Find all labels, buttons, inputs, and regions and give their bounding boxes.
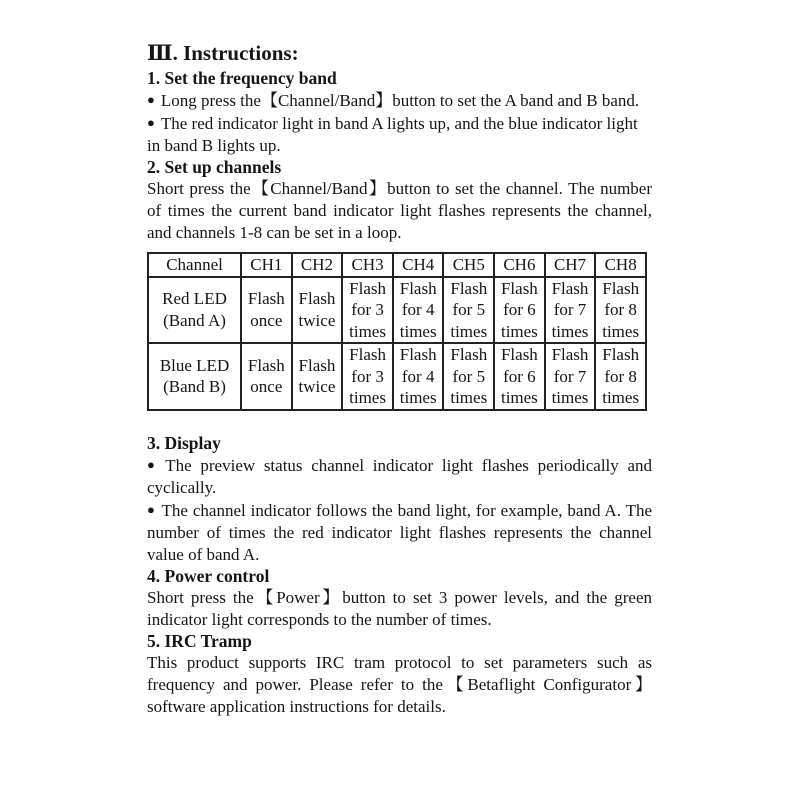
section-1-bullet-1 <box>147 89 652 112</box>
header-cell-ch1: CH1 <box>241 253 292 277</box>
row-label-line: Red LED <box>162 289 227 309</box>
header-cell-ch6: CH6 <box>494 253 545 277</box>
table-cell-blue-ch5 <box>443 343 494 410</box>
table-cell-blue-ch3 <box>342 343 393 410</box>
cell-line: Flash <box>349 278 386 298</box>
cell-line: times <box>450 388 488 407</box>
header-cell-ch2: CH2 <box>292 253 343 277</box>
bullet-icon: ● <box>147 501 156 517</box>
table-cell-blue-ch7 <box>545 343 596 410</box>
spacer <box>147 411 652 433</box>
cell-line: Flash <box>298 355 336 375</box>
table-cell-red-ch2 <box>292 277 343 344</box>
cell-line: for 5 <box>452 300 486 319</box>
header-cell-channel: Channel <box>148 253 241 277</box>
cell-line: for 3 <box>351 366 384 386</box>
cell-line: for 6 <box>503 300 536 319</box>
page-title: Ⅲ. Instructions: <box>147 41 299 65</box>
section-5-text: This product supports IRC tram protocol to set parameters such as frequency and power. Please refer to the【Betaflight Configurator】software application instructions for details. <box>147 652 652 716</box>
section-3-bullet-2-text: The channel indicator follows the band light, for example, band A. The number of times the red indicator light flashes represents the channel value of band A. <box>147 500 652 564</box>
cell-line: for 7 <box>553 300 587 319</box>
cell-line: times <box>602 321 640 341</box>
header-cell-ch8: CH8 <box>595 253 646 277</box>
cell-line: Flash <box>247 289 285 309</box>
cell-line: times <box>500 321 538 341</box>
table-cell-red-ch4 <box>393 277 444 344</box>
cell-line: Flash <box>399 278 437 298</box>
cell-line: twice <box>298 310 336 330</box>
header-cell-ch5: CH5 <box>443 253 494 277</box>
header-cell-ch3: CH3 <box>342 253 393 277</box>
cell-line: times <box>551 388 589 407</box>
cell-line: times <box>500 388 538 407</box>
cell-line: Flash <box>602 278 640 298</box>
section-1-bullet-2-text: The red indicator light in band A lights up, and the blue indicator light in band B lights up. <box>147 114 638 155</box>
cell-line: times <box>349 388 386 407</box>
cell-line: times <box>349 321 386 341</box>
cell-line: Flash <box>500 278 538 298</box>
cell-line: once <box>250 310 283 330</box>
cell-line: times <box>602 388 640 407</box>
instructions-document <box>147 40 652 718</box>
section-3-bullet-1 <box>147 454 652 499</box>
cell-line: for 5 <box>452 366 486 386</box>
table-cell-blue-ch2 <box>292 343 343 410</box>
header-cell-ch7: CH7 <box>545 253 596 277</box>
section-2-heading: 2. Set up channels <box>147 157 282 177</box>
row-label-blue-led <box>148 343 241 410</box>
row-label-red-led <box>148 277 241 344</box>
table-cell-blue-ch8 <box>595 343 646 410</box>
table-cell-red-ch7 <box>545 277 596 344</box>
cell-line: Flash <box>602 345 640 364</box>
cell-line: times <box>551 321 589 341</box>
table-cell-blue-ch4 <box>393 343 444 410</box>
section-3-bullet-2 <box>147 499 652 566</box>
cell-line: for 6 <box>503 366 536 386</box>
cell-line: Flash <box>500 345 538 364</box>
section-4-text: Short press the【Power】button to set 3 power levels, and the green indicator light corresponds to the number of times. <box>147 587 652 629</box>
cell-line: Flash <box>247 355 285 375</box>
table-cell-red-ch1 <box>241 277 292 344</box>
row-label-line: (Band B) <box>163 377 226 397</box>
channel-table-header-row <box>148 253 646 277</box>
cell-line: times <box>399 321 437 341</box>
table-row-blue-led <box>148 343 646 410</box>
cell-line: Flash <box>450 345 488 364</box>
table-cell-blue-ch1 <box>241 343 292 410</box>
channel-table <box>147 252 647 411</box>
section-4-heading: 4. Power control <box>147 565 270 586</box>
section-1-bullet-2 <box>147 112 652 157</box>
cell-line: for 3 <box>351 300 384 319</box>
section-3-heading: 3. Display <box>147 432 221 453</box>
row-label-line: Blue LED <box>159 355 230 375</box>
cell-line: for 4 <box>401 366 435 386</box>
table-cell-blue-ch6 <box>494 343 545 410</box>
table-cell-red-ch8 <box>595 277 646 344</box>
header-cell-ch4: CH4 <box>393 253 444 277</box>
cell-line: for 4 <box>401 300 435 319</box>
cell-line: for 7 <box>553 366 587 386</box>
section-5-heading: 5. IRC Tramp <box>147 630 252 651</box>
cell-line: Flash <box>298 289 336 309</box>
table-cell-red-ch5 <box>443 277 494 344</box>
table-cell-red-ch3 <box>342 277 393 344</box>
row-label-line: (Band A) <box>163 310 226 330</box>
cell-line: Flash <box>399 345 437 364</box>
table-cell-red-ch6 <box>494 277 545 344</box>
cell-line: twice <box>298 377 336 397</box>
cell-line: once <box>250 377 283 397</box>
cell-line: for 8 <box>604 366 637 386</box>
bullet-icon: ● <box>147 92 155 107</box>
cell-line: Flash <box>450 278 488 298</box>
cell-line: times <box>399 388 437 407</box>
section-2-text: Short press the【Channel/Band】button to set the channel. The number of times the current band indicator light flashes represents the channel, and channels 1-8 can be set in a loop. <box>147 179 652 242</box>
cell-line: Flash <box>349 345 386 364</box>
cell-line: Flash <box>551 278 589 298</box>
cell-line: Flash <box>551 345 589 364</box>
section-1-heading: 1. Set the frequency band <box>147 68 337 88</box>
cell-line: for 8 <box>604 300 637 319</box>
cell-line: times <box>450 321 488 341</box>
section-3-bullet-1-text: The preview status channel indicator light flashes periodically and cyclically. <box>147 455 652 497</box>
bullet-icon: ● <box>147 456 160 472</box>
bullet-icon: ● <box>147 115 155 130</box>
section-1-bullet-1-text: Long press the【Channel/Band】button to set the A band and B band. <box>160 91 640 110</box>
table-row-red-led <box>148 277 646 344</box>
